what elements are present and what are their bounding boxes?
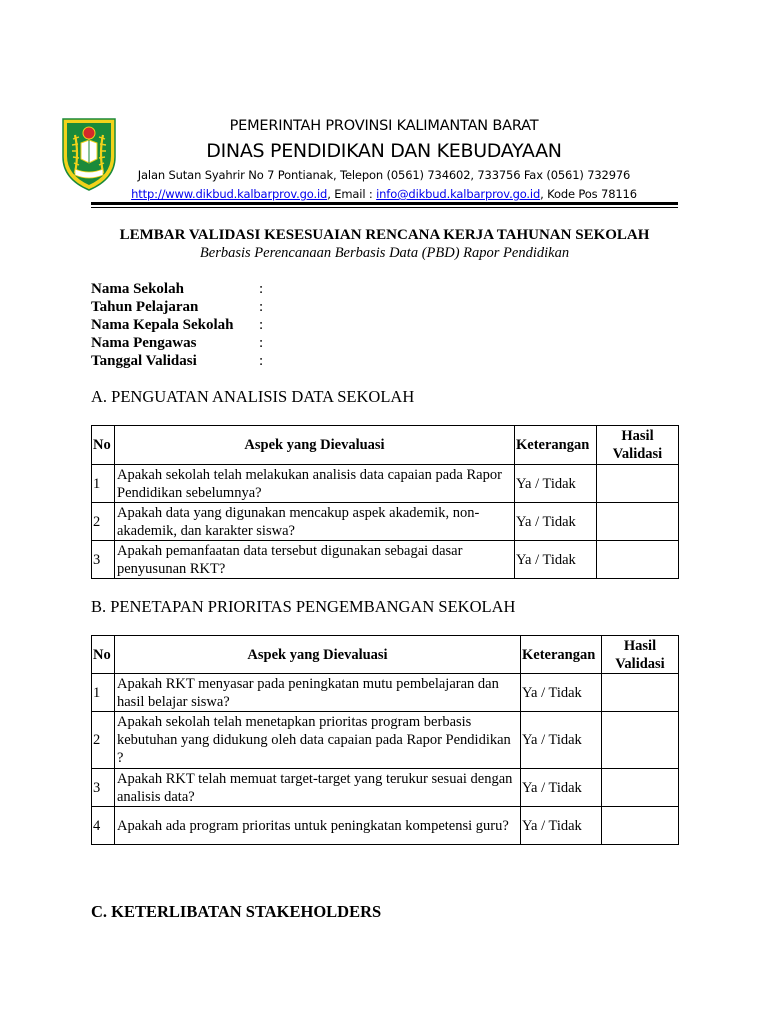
row-keterangan: Ya / Tidak — [515, 503, 597, 541]
identity-fields — [91, 280, 491, 370]
row-aspect: Apakah sekolah telah menetapkan prioritas program berbasis kebutuhan yang didukung oleh data capaian pada Rapor Pendidikan ? — [115, 712, 521, 769]
field-label: Tahun Pelajaran — [91, 299, 199, 315]
table-header-row — [92, 426, 679, 465]
header-no: No — [92, 426, 115, 465]
row-no: 2 — [92, 712, 115, 769]
field-colon: : — [259, 335, 264, 351]
header-aspect: Aspek yang Dievaluasi — [115, 636, 521, 674]
header-hasil-validasi — [602, 636, 679, 674]
row-keterangan: Ya / Tidak — [521, 807, 602, 845]
field-principal-name — [91, 316, 491, 334]
header-keterangan: Keterangan — [515, 426, 597, 465]
header-hasil-validasi — [597, 426, 679, 465]
row-no: 3 — [92, 541, 115, 579]
agency-contacts — [110, 186, 658, 202]
table-row — [92, 769, 679, 807]
section-b-heading: B. PENETAPAN PRIORITAS PENGEMBANGAN SEKOLAH — [91, 597, 516, 616]
field-colon: : — [259, 353, 264, 369]
field-colon: : — [259, 281, 264, 297]
postal-code: , Kode Pos 78116 — [540, 187, 637, 201]
field-academic-year — [91, 298, 491, 316]
letterhead-thick-rule — [91, 202, 678, 205]
row-no: 1 — [92, 674, 115, 712]
table-row — [92, 541, 679, 579]
field-label: Nama Sekolah — [91, 281, 184, 297]
table-row — [92, 712, 679, 769]
field-label: Nama Kepala Sekolah — [91, 317, 234, 333]
header-no: No — [92, 636, 115, 674]
field-label: Nama Pengawas — [91, 335, 197, 351]
row-aspect: Apakah RKT telah memuat target-target yang terukur sesuai dengan analisis data? — [115, 769, 521, 807]
row-hasil-validasi-cell[interactable] — [602, 807, 679, 845]
row-hasil-validasi-cell[interactable] — [597, 541, 679, 579]
row-aspect: Apakah ada program prioritas untuk peningkatan kompetensi guru? — [115, 807, 521, 845]
table-header-row — [92, 636, 679, 674]
row-no: 2 — [92, 503, 115, 541]
letterhead — [110, 116, 658, 202]
row-aspect: Apakah pemanfaatan data tersebut digunakan sebagai dasar penyusunan RKT? — [115, 541, 515, 579]
header-hasil-line2: Validasi — [615, 655, 665, 672]
row-keterangan: Ya / Tidak — [521, 674, 602, 712]
field-validation-date — [91, 352, 491, 370]
agency-name: DINAS PENDIDIKAN DAN KEBUDAYAAN — [206, 140, 562, 162]
section-b-table — [91, 635, 679, 845]
row-hasil-validasi-cell[interactable] — [602, 712, 679, 769]
section-a-heading: A. PENGUATAN ANALISIS DATA SEKOLAH — [91, 387, 415, 406]
header-aspect: Aspek yang Dievaluasi — [115, 426, 515, 465]
table-row — [92, 807, 679, 845]
document-title: LEMBAR VALIDASI KESESUAIAN RENCANA KERJA TAHUNAN SEKOLAH — [119, 227, 650, 243]
document-subtitle: Berbasis Perencanaan Berbasis Data (PBD) Rapor Pendidikan — [199, 245, 570, 261]
table-row — [92, 503, 679, 541]
row-keterangan: Ya / Tidak — [521, 712, 602, 769]
website-link[interactable]: http://www.dikbud.kalbarprov.go.id — [131, 187, 328, 201]
row-aspect: Apakah sekolah telah melakukan analisis data capaian pada Rapor Pendidikan sebelumnya? — [115, 465, 515, 503]
header-hasil-line2: Validasi — [612, 446, 663, 462]
email-label: , Email : — [327, 187, 377, 201]
row-hasil-validasi-cell[interactable] — [597, 465, 679, 503]
table-row — [92, 674, 679, 712]
agency-address: Jalan Sutan Syahrir No 7 Pontianak, Telepon (0561) 734602, 733756 Fax (0561) 732976 — [137, 168, 631, 182]
row-no: 3 — [92, 769, 115, 807]
header-hasil-line1: Hasil — [621, 428, 654, 444]
email-link[interactable]: info@dikbud.kalbarprov.go.id — [376, 187, 541, 201]
row-no: 1 — [92, 465, 115, 503]
row-keterangan: Ya / Tidak — [521, 769, 602, 807]
header-hasil-line1: Hasil — [623, 637, 657, 654]
field-colon: : — [259, 317, 264, 333]
row-hasil-validasi-cell[interactable] — [602, 769, 679, 807]
field-label: Tanggal Validasi — [91, 353, 197, 369]
field-school-name — [91, 280, 491, 298]
row-aspect: Apakah data yang digunakan mencakup aspek akademik, non-akademik, dan karakter siswa? — [115, 503, 515, 541]
section-c-heading: C. KETERLIBATAN STAKEHOLDERS — [91, 902, 382, 921]
row-keterangan: Ya / Tidak — [515, 541, 597, 579]
field-colon: : — [259, 299, 264, 315]
table-row — [92, 465, 679, 503]
government-name: PEMERINTAH PROVINSI KALIMANTAN BARAT — [229, 118, 539, 134]
row-aspect: Apakah RKT menyasar pada peningkatan mutu pembelajaran dan hasil belajar siswa? — [115, 674, 521, 712]
row-hasil-validasi-cell[interactable] — [597, 503, 679, 541]
row-no: 4 — [92, 807, 115, 845]
row-keterangan: Ya / Tidak — [515, 465, 597, 503]
section-a-table — [91, 425, 679, 579]
letterhead-thin-rule — [91, 207, 678, 208]
header-keterangan: Keterangan — [521, 636, 602, 674]
field-supervisor-name — [91, 334, 491, 352]
row-hasil-validasi-cell[interactable] — [602, 674, 679, 712]
